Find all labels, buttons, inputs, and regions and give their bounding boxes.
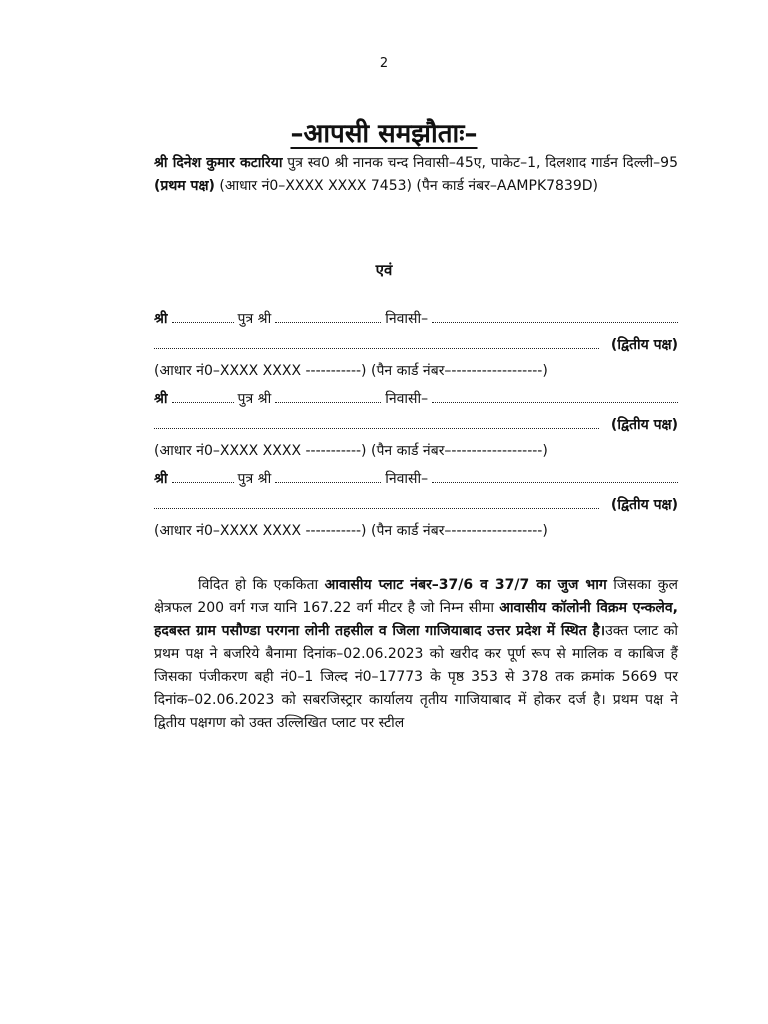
- second-party-block: [154, 386, 678, 464]
- aadhar-text: (आधार नं0–XXXX XXXX -----------): [154, 443, 367, 459]
- party-label-row: [154, 332, 678, 358]
- name-blank: [172, 388, 234, 403]
- title-text: –आपसी समझौताः–: [290, 119, 478, 149]
- second-party-block: [154, 466, 678, 544]
- shri-label: श्री: [154, 391, 168, 407]
- father-name-blank: [275, 388, 381, 403]
- party-name-row: [154, 466, 678, 492]
- address-blank: [432, 308, 678, 323]
- party-name-row: [154, 386, 678, 412]
- second-party-label: (द्वितीय पक्ष): [610, 497, 678, 513]
- son-of-label: पुत्र श्री: [237, 311, 272, 327]
- first-party-name: श्री दिनेश कुमार कटारिया: [154, 155, 283, 171]
- father-name-blank: [275, 308, 381, 323]
- first-party-details: पुत्र स्व0 श्री नानक चन्द निवासी–45ए, पाकेट–1, दिलशाद गार्डन दिल्ली–95: [282, 155, 678, 171]
- address-blank: [432, 468, 678, 483]
- first-party-ids: (आधार नं0–XXXX XXXX 7453) (पैन कार्ड नंबर–AAMPK7839D): [214, 178, 598, 194]
- address-blank: [432, 388, 678, 403]
- agreement-body-paragraph: [154, 574, 678, 735]
- body-text-1: विदित हो कि एककिता: [198, 577, 325, 593]
- pan-text: (पैन कार्ड नंबर–------------------): [370, 523, 548, 539]
- page-title: [0, 114, 768, 150]
- party-ids-row: [154, 518, 678, 544]
- first-party-paragraph: [154, 152, 678, 198]
- body-text-2: जिसका कुल क्षेत्रफल 200 वर्ग गज यानि 167.22 वर्ग मीटर है जो निम्न सीमा: [154, 577, 678, 616]
- party-ids-row: [154, 438, 678, 464]
- address-blank-2: [154, 334, 599, 349]
- name-blank: [172, 308, 234, 323]
- address-blank-2: [154, 414, 599, 429]
- pan-text: (पैन कार्ड नंबर–------------------): [370, 443, 548, 459]
- pan-text: (पैन कार्ड नंबर–------------------): [370, 363, 548, 379]
- second-party-block: [154, 306, 678, 384]
- and-separator: एवं: [375, 261, 393, 279]
- shri-label: श्री: [154, 471, 168, 487]
- body-text-3: उक्त प्लाट को प्रथम पक्ष ने बजरिये बैनामा दिनांक–02.06.2023 को खरीद कर पूर्ण रूप से मालिक व काबिज हैं जिसका पंजीकरण बही नं0–1 जिल्द नं0–17773 के पृष्ठ 353 से 378 तक क्रमांक 5669 पर दिनांक–02.06.2023 को सबरजिस्ट्रार कार्यालय तृतीय गाजियाबाद में होकर दर्ज है। प्रथम पक्ष ने द्वितीय पक्षगण को उक्त उल्लिखित प्लाट पर स्टील: [154, 623, 678, 731]
- second-party-label: (द्वितीय पक्ष): [610, 417, 678, 433]
- aadhar-text: (आधार नं0–XXXX XXXX -----------): [154, 363, 367, 379]
- resident-label: निवासी–: [385, 471, 429, 487]
- party-ids-row: [154, 358, 678, 384]
- page-number: 2: [379, 56, 389, 71]
- second-party-label: (द्वितीय पक्ष): [610, 337, 678, 353]
- party-label-row: [154, 492, 678, 518]
- resident-label: निवासी–: [385, 311, 429, 327]
- address-blank-2: [154, 494, 599, 509]
- plot-location: आवासीय कॉलोनी विक्रम एन्कलेव, हदबस्त ग्राम पसौण्डा परगना लोनी तहसील व जिला गाजियाबाद उत्तर प्रदेश में स्थित है।: [154, 600, 678, 639]
- resident-label: निवासी–: [385, 391, 429, 407]
- son-of-label: पुत्र श्री: [237, 471, 272, 487]
- party-label-row: [154, 412, 678, 438]
- first-party-label: (प्रथम पक्ष): [154, 178, 215, 194]
- party-name-row: [154, 306, 678, 332]
- plot-number: आवासीय प्लाट नंबर–37/6 व 37/7 का जुज भाग: [324, 577, 607, 593]
- name-blank: [172, 468, 234, 483]
- shri-label: श्री: [154, 311, 168, 327]
- father-name-blank: [275, 468, 381, 483]
- son-of-label: पुत्र श्री: [237, 391, 272, 407]
- aadhar-text: (आधार नं0–XXXX XXXX -----------): [154, 523, 367, 539]
